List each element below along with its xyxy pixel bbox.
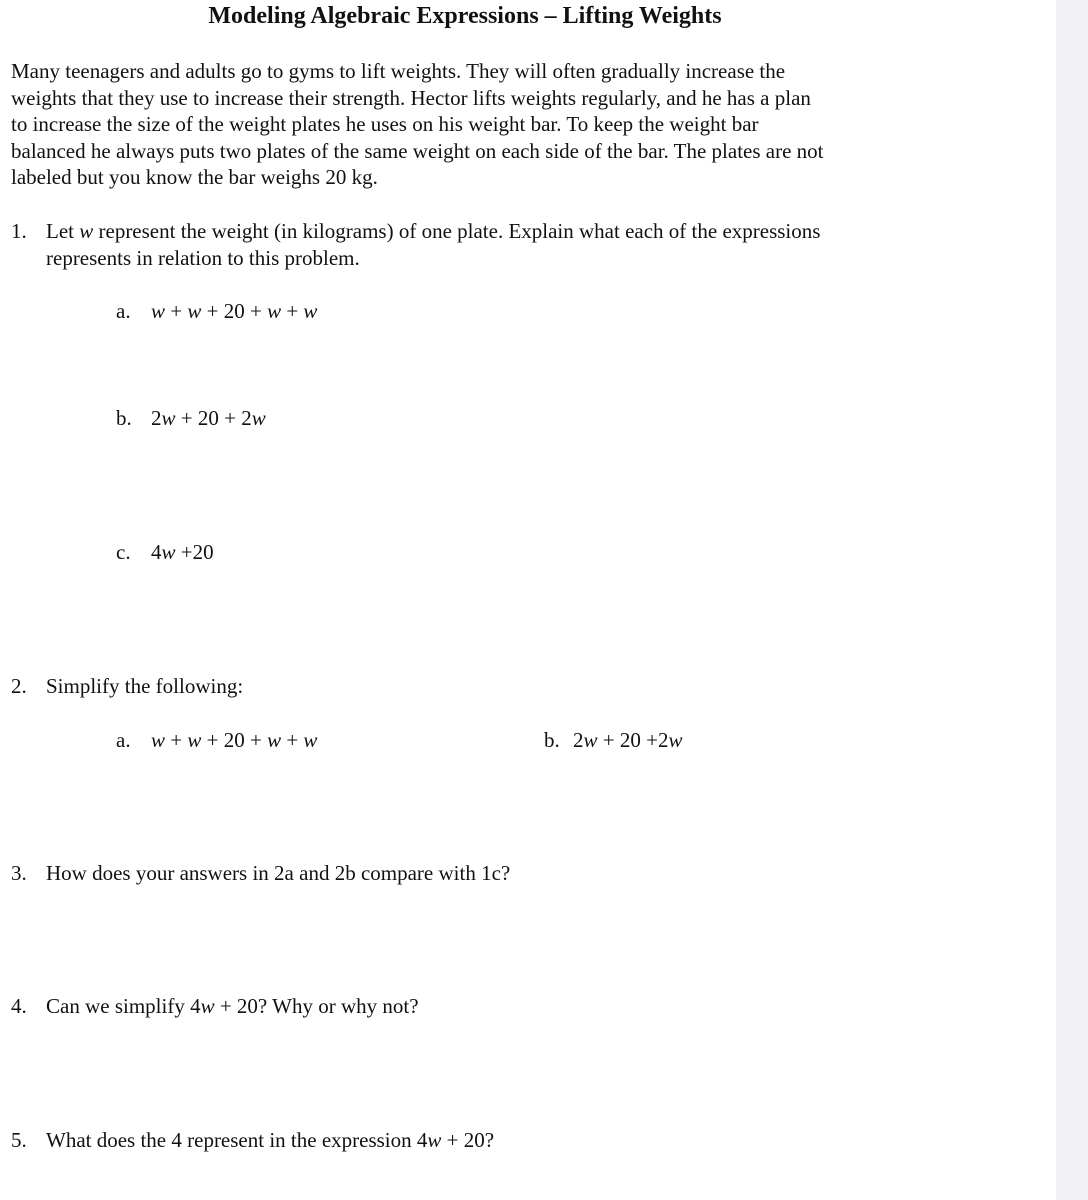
page-title: Modeling Algebraic Expressions – Lifting Weights bbox=[208, 3, 722, 29]
question-text-part: represent the weight (in kilograms) of one plate. Explain what each of the expressions bbox=[93, 219, 821, 243]
q2-item-a bbox=[116, 727, 317, 753]
q2-item-b bbox=[544, 727, 682, 753]
question-text-part: + 20? Why or why not? bbox=[214, 994, 419, 1018]
item-expression: w + w + 20 + w + w bbox=[151, 728, 318, 752]
question-4 bbox=[11, 993, 926, 1021]
item-expression: 4w +20 bbox=[151, 540, 214, 564]
intro-line: Many teenagers and adults go to gyms to lift weights. They will often gradually increase the bbox=[11, 59, 786, 83]
intro-line: weights that they use to increase their strength. Hector lifts weights regularly, and he has a plan bbox=[11, 85, 811, 110]
question-2 bbox=[11, 673, 926, 701]
variable-w: w bbox=[79, 219, 94, 243]
item-letter: a. bbox=[116, 299, 131, 323]
variable-w: w bbox=[200, 994, 215, 1018]
intro-line: to increase the size of the weight plates he uses on his weight bar. To keep the weight bar bbox=[11, 112, 759, 137]
question-number: 1. bbox=[11, 219, 27, 243]
question-text: How does your answers in 2a and 2b compare with 1c? bbox=[46, 861, 511, 885]
item-letter: a. bbox=[116, 728, 131, 752]
question-1 bbox=[11, 218, 926, 274]
item-expression: 2w + 20 +2w bbox=[573, 728, 683, 752]
question-text-part: Let bbox=[46, 219, 80, 243]
question-text bbox=[46, 1127, 926, 1154]
intro-line: labeled but you know the bar weighs 20 kg. bbox=[11, 165, 378, 190]
question-number: 2. bbox=[11, 674, 27, 698]
question-text-part: What does the 4 represent in the expression 4 bbox=[46, 1128, 428, 1152]
question-number: 4. bbox=[11, 994, 27, 1018]
question-text bbox=[46, 218, 926, 271]
question-text bbox=[46, 993, 926, 1020]
question-text-part: + 20? bbox=[441, 1128, 495, 1152]
item-letter: b. bbox=[116, 406, 132, 430]
question-text: Simplify the following: bbox=[46, 674, 244, 698]
q1-item-a bbox=[116, 298, 317, 324]
intro-paragraph bbox=[11, 58, 921, 191]
intro-line: balanced he always puts two plates of the same weight on each side of the bar. The plates are not bbox=[11, 138, 824, 163]
question-5 bbox=[11, 1127, 926, 1155]
item-expression: w + w + 20 + w + w bbox=[151, 299, 318, 323]
item-letter: b. bbox=[544, 728, 560, 752]
page-margin-shadow bbox=[1056, 0, 1088, 1200]
q1-item-c bbox=[116, 539, 214, 565]
variable-w: w bbox=[427, 1128, 442, 1152]
question-text-part: Can we simplify 4 bbox=[46, 994, 201, 1018]
question-number: 5. bbox=[11, 1128, 27, 1152]
item-letter: c. bbox=[116, 540, 131, 564]
item-expression: 2w + 20 + 2w bbox=[151, 406, 266, 430]
question-number: 3. bbox=[11, 861, 27, 885]
question-text-line2: represents in relation to this problem. bbox=[46, 245, 360, 270]
question-3 bbox=[11, 860, 926, 888]
q1-item-b bbox=[116, 405, 266, 431]
